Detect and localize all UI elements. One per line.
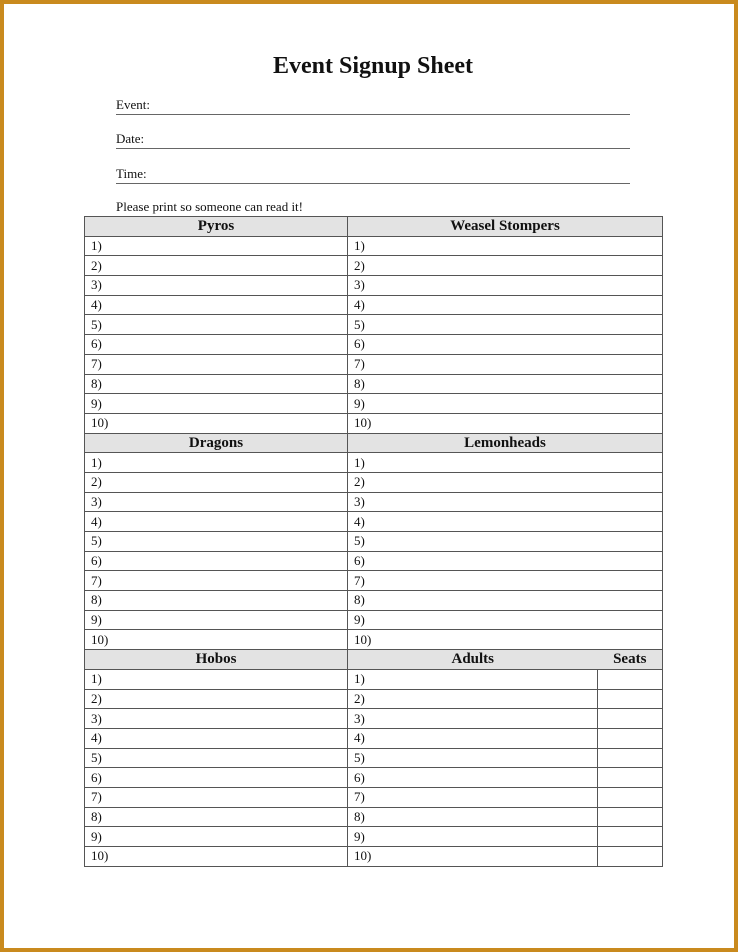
- table-row: [85, 413, 663, 433]
- signup-slot-left[interactable]: 7): [85, 571, 348, 591]
- table-row: [85, 827, 663, 847]
- signup-slot-right[interactable]: 5): [348, 315, 663, 335]
- event-label: Event:: [116, 97, 150, 112]
- table-row: [85, 630, 663, 650]
- table-row: [85, 787, 663, 807]
- table-row: [85, 374, 663, 394]
- signup-slot-right[interactable]: 5): [348, 532, 663, 552]
- table-row: [85, 768, 663, 788]
- table-row: [85, 728, 663, 748]
- signup-slot-right[interactable]: 10): [348, 630, 663, 650]
- signup-slot-left[interactable]: 10): [85, 847, 348, 867]
- date-field[interactable]: [116, 130, 630, 149]
- signup-slot-left[interactable]: 4): [85, 728, 348, 748]
- signup-slot-left[interactable]: 2): [85, 256, 348, 276]
- table-row: [85, 492, 663, 512]
- signup-slot-left[interactable]: 3): [85, 276, 348, 296]
- page-title: Event Signup Sheet: [272, 53, 474, 79]
- seats-column-title: Seats: [598, 650, 663, 670]
- signup-slot-right[interactable]: 5): [348, 748, 598, 768]
- signup-slot-left[interactable]: 6): [85, 551, 348, 571]
- signup-slot-right[interactable]: 3): [348, 492, 663, 512]
- signup-slot-right[interactable]: 2): [348, 472, 663, 492]
- seats-cell[interactable]: [598, 689, 663, 709]
- signup-slot-left[interactable]: 8): [85, 374, 348, 394]
- signup-slot-right[interactable]: 9): [348, 610, 663, 630]
- signup-table: [84, 216, 663, 867]
- group-right-title: Adults: [348, 650, 598, 670]
- signup-slot-left[interactable]: 9): [85, 394, 348, 414]
- signup-slot-right[interactable]: 6): [348, 335, 663, 355]
- signup-slot-right[interactable]: 8): [348, 807, 598, 827]
- signup-slot-right[interactable]: 7): [348, 354, 663, 374]
- signup-slot-left[interactable]: 9): [85, 610, 348, 630]
- table-row: [85, 709, 663, 729]
- table-row: [85, 748, 663, 768]
- seats-cell[interactable]: [598, 827, 663, 847]
- event-field[interactable]: [116, 96, 630, 115]
- signup-slot-right[interactable]: 10): [348, 413, 663, 433]
- signup-slot-right[interactable]: 9): [348, 394, 663, 414]
- table-row: [85, 512, 663, 532]
- table-row: [85, 669, 663, 689]
- signup-slot-left[interactable]: 2): [85, 472, 348, 492]
- instruction-note: Please print so someone can read it!: [116, 199, 303, 214]
- seats-cell[interactable]: [598, 728, 663, 748]
- table-row: [85, 551, 663, 571]
- signup-slot-left[interactable]: 6): [85, 335, 348, 355]
- table-row: [85, 315, 663, 335]
- group-left-title: Dragons: [85, 433, 348, 453]
- signup-slot-left[interactable]: 4): [85, 295, 348, 315]
- seats-cell[interactable]: [598, 748, 663, 768]
- table-row: [85, 354, 663, 374]
- seats-cell[interactable]: [598, 807, 663, 827]
- table-row: [85, 532, 663, 552]
- signup-slot-right[interactable]: 7): [348, 571, 663, 591]
- signup-slot-right[interactable]: 2): [348, 256, 663, 276]
- table-row: [85, 236, 663, 256]
- table-row: [85, 571, 663, 591]
- signup-slot-left[interactable]: 3): [85, 709, 348, 729]
- signup-slot-left[interactable]: 10): [85, 413, 348, 433]
- signup-slot-left[interactable]: 1): [85, 669, 348, 689]
- signup-slot-left[interactable]: 7): [85, 354, 348, 374]
- signup-slot-left[interactable]: 5): [85, 532, 348, 552]
- table-row: [85, 256, 663, 276]
- signup-slot-left[interactable]: 6): [85, 768, 348, 788]
- seats-cell[interactable]: [598, 787, 663, 807]
- time-field[interactable]: [116, 165, 630, 184]
- signup-slot-left[interactable]: 8): [85, 591, 348, 611]
- signup-slot-left[interactable]: 8): [85, 807, 348, 827]
- table-row: [85, 335, 663, 355]
- table-row: [85, 276, 663, 296]
- signup-slot-right[interactable]: 3): [348, 709, 598, 729]
- group-right-title: Weasel Stompers: [348, 217, 663, 237]
- table-row: [85, 689, 663, 709]
- signup-slot-left[interactable]: 10): [85, 630, 348, 650]
- signup-slot-left[interactable]: 5): [85, 748, 348, 768]
- seats-cell[interactable]: [598, 768, 663, 788]
- table-row: [85, 394, 663, 414]
- group-left-title: Hobos: [85, 650, 348, 670]
- signup-slot-right[interactable]: 4): [348, 512, 663, 532]
- table-row: [85, 453, 663, 473]
- signup-slot-left[interactable]: 9): [85, 827, 348, 847]
- signup-slot-right[interactable]: 1): [348, 669, 598, 689]
- signup-slot-right[interactable]: 6): [348, 768, 598, 788]
- table-row: [85, 807, 663, 827]
- signup-slot-right[interactable]: 9): [348, 827, 598, 847]
- seats-cell[interactable]: [598, 669, 663, 689]
- table-row: [85, 847, 663, 867]
- group-header-row: [85, 433, 663, 453]
- signup-slot-left[interactable]: 7): [85, 787, 348, 807]
- signup-slot-left[interactable]: 1): [85, 236, 348, 256]
- table-row: [85, 591, 663, 611]
- signup-slot-right[interactable]: 6): [348, 551, 663, 571]
- seats-cell[interactable]: [598, 847, 663, 867]
- signup-slot-right[interactable]: 1): [348, 236, 663, 256]
- signup-slot-right[interactable]: 4): [348, 295, 663, 315]
- group-header-row: [85, 650, 663, 670]
- group-left-title: Pyros: [85, 217, 348, 237]
- signup-slot-left[interactable]: 3): [85, 492, 348, 512]
- time-label: Time:: [116, 166, 147, 181]
- table-row: [85, 295, 663, 315]
- signup-slot-left[interactable]: 5): [85, 315, 348, 335]
- signup-slot-right[interactable]: 7): [348, 787, 598, 807]
- seats-cell[interactable]: [598, 709, 663, 729]
- table-row: [85, 472, 663, 492]
- signup-slot-left[interactable]: 2): [85, 689, 348, 709]
- signup-slot-right[interactable]: 10): [348, 847, 598, 867]
- signup-slot-right[interactable]: 2): [348, 689, 598, 709]
- signup-slot-left[interactable]: 1): [85, 453, 348, 473]
- signup-slot-right[interactable]: 1): [348, 453, 663, 473]
- signup-slot-right[interactable]: 8): [348, 591, 663, 611]
- signup-slot-right[interactable]: 8): [348, 374, 663, 394]
- group-header-row: [85, 217, 663, 237]
- signup-slot-right[interactable]: 4): [348, 728, 598, 748]
- signup-slot-right[interactable]: 3): [348, 276, 663, 296]
- group-right-title: Lemonheads: [348, 433, 663, 453]
- signup-slot-left[interactable]: 4): [85, 512, 348, 532]
- table-row: [85, 610, 663, 630]
- date-label: Date:: [116, 131, 145, 146]
